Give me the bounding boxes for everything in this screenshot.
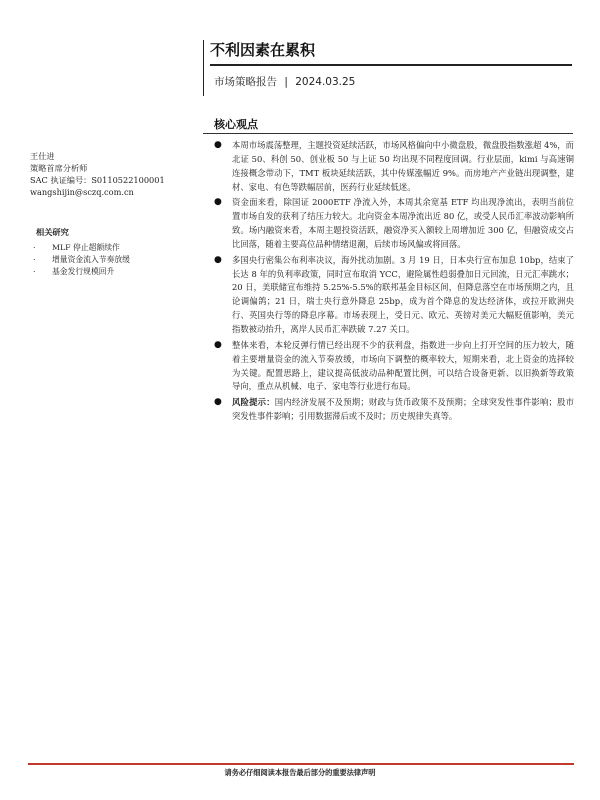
- key-point-central-banks: [212, 254, 574, 337]
- bullet-icon: ●: [214, 140, 222, 150]
- risk-warning-text: 国内经济发展不及预期；财政与货币政策不及预期；全球突发性事件影响；股市突发性事件影响；引用数据滞后或不及时；历史规律失真等。: [232, 397, 575, 422]
- bullet-icon: ●: [214, 254, 222, 265]
- title-divider: [210, 64, 572, 66]
- related-research-title: 增量资金流入节奏放缓: [52, 255, 130, 264]
- footer-divider: [28, 763, 574, 765]
- analyst-sidebar: [30, 150, 200, 278]
- related-research-item[interactable]: [30, 254, 200, 266]
- key-point-outlook: [212, 339, 574, 394]
- section-heading-key-points: 核心观点: [214, 118, 258, 131]
- key-point-text: 资金面来看，除国证 2000ETF 净流入外，本周其余宽基 ETF 均出现净流出，表明当前位置市场自发的获利了结压力较大。北向资金本周净流出近 80 亿，或受人民币汇率波动影响所致。场内融资来看，本周主题投资活跃，融资净买入额较上周增加近 300 亿，但融资成交占比回落，随着主要高位品种情绪退潮，后续市场风偏或将回落。: [232, 197, 574, 249]
- key-point-risk-warning: [212, 396, 574, 424]
- list-dot-icon: ·: [33, 267, 36, 276]
- related-research-item[interactable]: [30, 242, 200, 254]
- bullet-icon: ●: [214, 397, 222, 408]
- section-divider: [203, 133, 573, 134]
- analyst-name: 王仕进: [30, 151, 55, 161]
- bullet-icon: ●: [214, 197, 222, 208]
- key-point-capital-flow: [212, 196, 574, 251]
- key-points-body: [212, 139, 574, 426]
- meta-separator: |: [284, 76, 288, 88]
- report-date: 2024.03.25: [295, 76, 356, 88]
- analyst-cert-number: SAC 执证编号：S0110522100001: [30, 175, 165, 185]
- related-research-item[interactable]: [30, 266, 200, 278]
- related-research-heading: 相关研究: [36, 227, 69, 237]
- analyst-title: 策略首席分析师: [30, 163, 88, 173]
- list-dot-icon: ·: [33, 243, 36, 252]
- title-block: [210, 40, 570, 60]
- key-point-text: 本周市场震荡整理，主题投资延续活跃，市场风格偏向中小微盘股，微盘股指数涨超 4%，而北证 50、科创 50、创业板 50 与上证 50 均出现不同程度回调。行业层面，kimi 与高速铜连接概念带动下，TMT 板块延续活跃，其中传媒涨幅近 9%。而房地产产业链出现调整，建材、家电、有色等跌幅居前，医药行业延续低迷。: [232, 140, 574, 192]
- report-type-label: 市场策略报告: [214, 76, 277, 88]
- risk-warning-label: 风险提示：: [232, 397, 275, 408]
- report-title: 不利因素在累积: [210, 41, 316, 59]
- key-point-text: 多国央行密集公布利率决议，海外扰动加剧。3 月 19 日，日本央行宣布加息 10bp，结束了长达 8 年的负利率政策，同时宣布取消 YCC，避险属性趋弱叠加日元回流，日元汇率跳水；20 日，美联储宣布维持 5.25%-5.5%的联邦基金目标区间，但降息落空在市场预期之内，且论调偏鸽；21 日，瑞士央行意外降息 25bp，成为首个降息的发达经济体，或拉开欧洲央行、英国央行等的降息序幕。市场表现上，受日元、欧元、英镑对美元大幅贬值影响，美元指数被动抬升，离岸人民币汇率跌破 7.27 关口。: [232, 254, 574, 334]
- related-research-title: MLF 停止超额续作: [52, 243, 120, 252]
- analyst-email-link[interactable]: wangshijin@sczq.com.cn: [30, 187, 134, 197]
- key-points-list: [212, 139, 574, 424]
- footer-disclaimer: 请务必仔细阅读本报告最后部分的重要法律声明: [224, 768, 376, 777]
- related-research-title: 基金发行规模回升: [52, 267, 115, 276]
- related-research-list: [30, 242, 200, 278]
- list-dot-icon: ·: [33, 255, 36, 264]
- key-point-text: 整体来看，本轮反弹行情已经出现不少的获利盘，指数进一步向上打开空间的压力较大，随着主要增量资金的流入节奏放缓，市场向下调整的概率较大，短期来看，北上资金的选择较为关键。配置思路上，建议提高低波动品种配置比例，可以结合设备更新、以旧换新等政策导向，重点从机械、电子、家电等行业进行布局。: [232, 339, 574, 392]
- bullet-icon: ●: [214, 339, 222, 350]
- key-point-market-review: [212, 139, 574, 194]
- header-vertical-rule: [203, 40, 204, 96]
- report-meta: [214, 74, 355, 89]
